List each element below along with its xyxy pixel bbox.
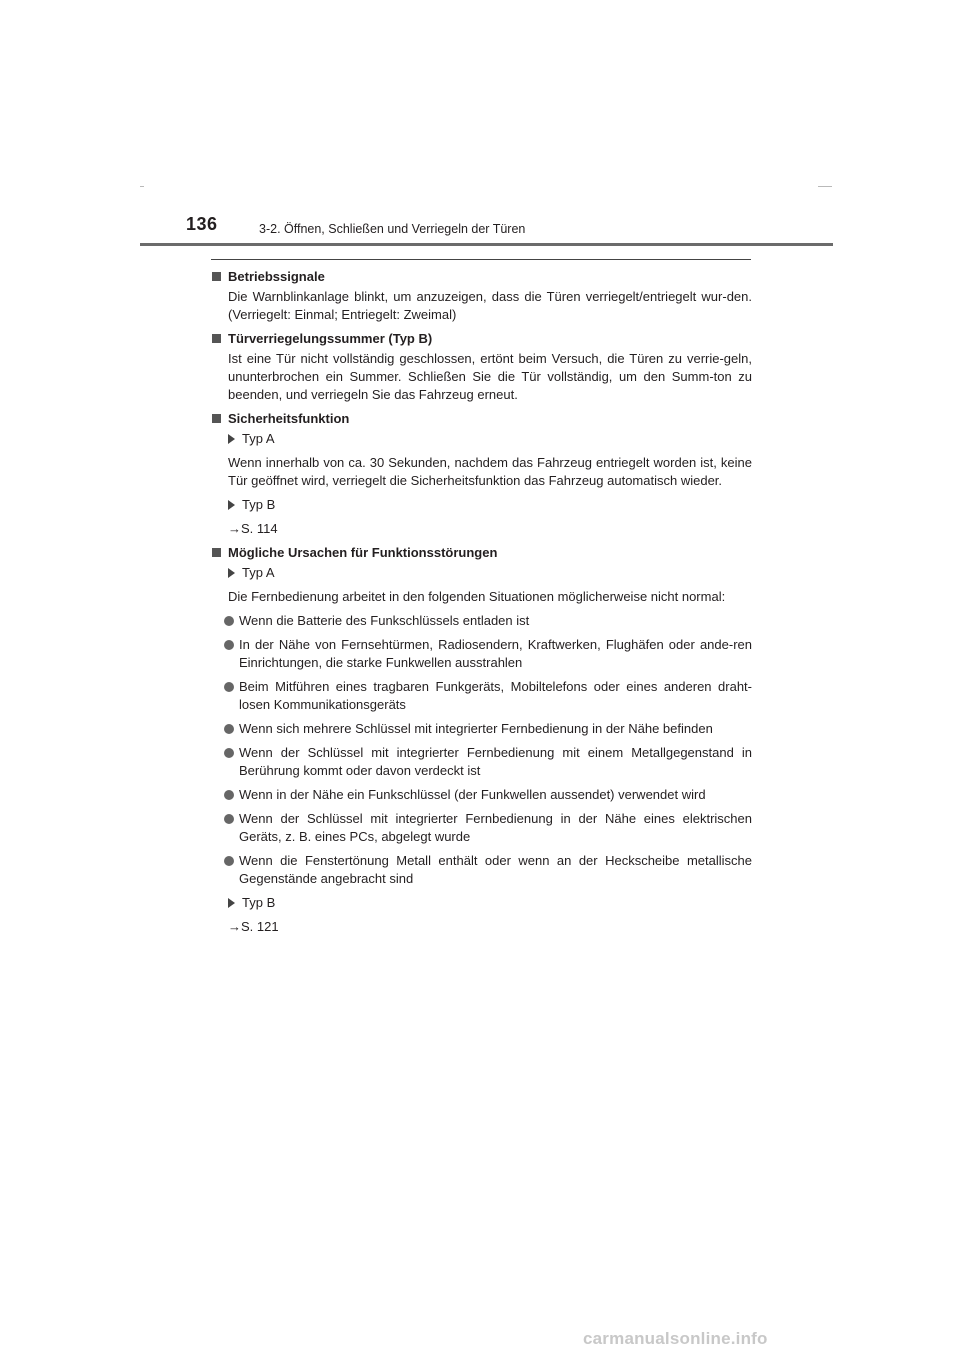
- circle-bullet-icon: [224, 724, 234, 734]
- bullet-item: [224, 786, 752, 804]
- crop-mark-left: [140, 186, 144, 187]
- type-label: [228, 496, 752, 514]
- bullet-item: [224, 678, 752, 714]
- section-heading-text: Mögliche Ursachen für Funktionsstörungen: [228, 545, 498, 560]
- circle-bullet-icon: [224, 640, 234, 650]
- bullet-item: [224, 852, 752, 888]
- triangle-right-icon: [228, 434, 235, 444]
- bullet-item: [224, 744, 752, 780]
- square-bullet-icon: [212, 414, 221, 423]
- type-label-text: Typ B: [242, 497, 276, 512]
- page-number: 136: [186, 214, 218, 234]
- bullet-text: Wenn die Fenstertönung Metall enthält oder wenn an der Heckscheibe metallische Gegenstände angebracht sind: [239, 853, 752, 886]
- bullet-text: Beim Mitführen eines tragbaren Funkgeräts, Mobiltelefons oder eines anderen draht-losen Kommunikationsgeräts: [239, 679, 752, 712]
- content-divider: [211, 259, 751, 260]
- circle-bullet-icon: [224, 616, 234, 626]
- paragraph: Die Fernbedienung arbeitet in den folgenden Situationen möglicherweise nicht normal:: [228, 589, 726, 604]
- type-label-text: Typ B: [242, 895, 276, 910]
- type-label: [228, 564, 752, 582]
- page-reference-link[interactable]: →S. 114: [228, 521, 278, 536]
- bullet-item: [224, 720, 752, 738]
- triangle-right-icon: [228, 568, 235, 578]
- bullet-item: [224, 636, 752, 672]
- section: [211, 268, 752, 324]
- section-heading-text: Türverriegelungssummer (Typ B): [228, 331, 433, 346]
- triangle-right-icon: [228, 500, 235, 510]
- bullet-item: [224, 612, 752, 630]
- bullet-text: Wenn der Schlüssel mit integrierter Fernbedienung in der Nähe eines elektrischen Geräts, z. B. eines PCs, abgelegt wurde: [239, 811, 752, 844]
- section-heading-text: Sicherheitsfunktion: [228, 411, 350, 426]
- section-heading: [211, 544, 752, 562]
- type-label-text: Typ A: [242, 431, 275, 446]
- section-heading: [211, 410, 752, 428]
- crop-mark-right: [818, 186, 832, 187]
- section: [211, 410, 752, 538]
- circle-bullet-icon: [224, 682, 234, 692]
- chapter-title: 3-2. Öffnen, Schließen und Verriegeln der Türen: [259, 222, 526, 236]
- circle-bullet-icon: [224, 814, 234, 824]
- section: [211, 544, 752, 936]
- watermark-text: carmanualsonline.info: [583, 1329, 768, 1348]
- bullet-text: Wenn in der Nähe ein Funkschlüssel (der Funkwellen aussendet) verwendet wird: [239, 787, 706, 802]
- section-heading: [211, 330, 752, 348]
- header-divider: [140, 243, 833, 246]
- square-bullet-icon: [212, 272, 221, 281]
- paragraph: Die Warnblinkanlage blinkt, um anzuzeigen, dass die Türen verriegelt/entriegelt wur-den. (Verriegelt: Einmal; Entriegelt: Zweimal): [228, 289, 752, 322]
- circle-bullet-icon: [224, 748, 234, 758]
- circle-bullet-icon: [224, 856, 234, 866]
- paragraph: Ist eine Tür nicht vollständig geschlossen, ertönt beim Versuch, die Türen zu verrie-geln, ununterbrochen ein Summer. Schließen Sie die Tür vollständig, um den Summ-ton zu beenden, und verriegeln Sie das Fahrzeug erneut.: [228, 351, 752, 402]
- type-label: [228, 430, 752, 448]
- paragraph: Wenn innerhalb von ca. 30 Sekunden, nachdem das Fahrzeug entriegelt worden ist, keine Tür geöffnet wird, verriegelt die Sicherheitsfunktion das Fahrzeug automatisch wieder.: [228, 455, 752, 488]
- section-heading: [211, 268, 752, 286]
- bullet-item: [224, 810, 752, 846]
- section: [211, 330, 752, 404]
- section-heading-text: Betriebssignale: [228, 269, 325, 284]
- square-bullet-icon: [212, 334, 221, 343]
- page-reference-link[interactable]: →S. 121: [228, 919, 279, 934]
- circle-bullet-icon: [224, 790, 234, 800]
- type-label: [228, 894, 752, 912]
- manual-content: [211, 268, 752, 942]
- square-bullet-icon: [212, 548, 221, 557]
- type-label-text: Typ A: [242, 565, 275, 580]
- bullet-text: Wenn die Batterie des Funkschlüssels entladen ist: [239, 613, 530, 628]
- bullet-text: Wenn der Schlüssel mit integrierter Fernbedienung mit einem Metallgegenstand in Berührung kommt oder davon verdeckt ist: [239, 745, 752, 778]
- bullet-text: Wenn sich mehrere Schlüssel mit integrierter Fernbedienung in der Nähe befinden: [239, 721, 713, 736]
- triangle-right-icon: [228, 898, 235, 908]
- bullet-text: In der Nähe von Fernsehtürmen, Radiosendern, Kraftwerken, Flughäfen oder ande-ren Einrichtungen, die starke Funkwellen ausstrahlen: [239, 637, 752, 670]
